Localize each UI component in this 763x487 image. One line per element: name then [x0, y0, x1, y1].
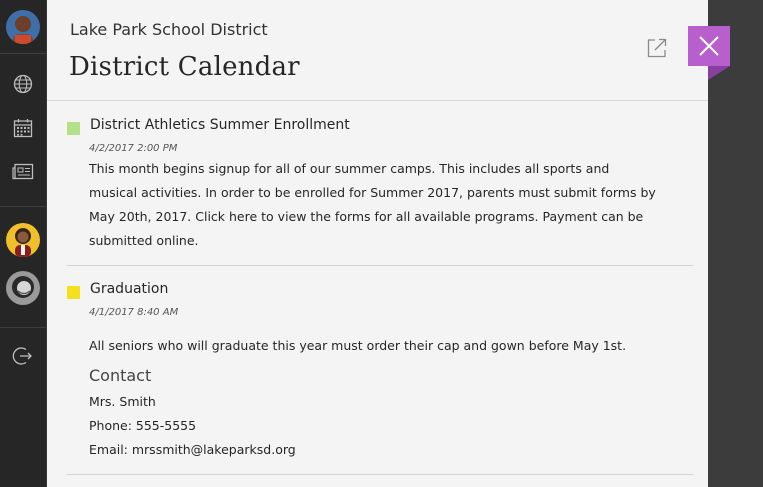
scrollbar[interactable]	[693, 102, 708, 487]
open-in-new-window-button[interactable]	[645, 36, 669, 60]
user-avatar[interactable]	[6, 10, 40, 44]
close-button-tab	[708, 66, 730, 80]
event-date: 4/2/2017 2:00 PM	[89, 143, 178, 154]
contact-details	[89, 390, 649, 462]
rail-divider	[0, 53, 46, 54]
rail-divider	[0, 327, 46, 328]
event-description-line: musical activities. In order to be enrolled for Summer 2017, parents must submit forms by	[89, 185, 656, 200]
external-link-icon	[645, 36, 669, 60]
contact-email[interactable]: Email: mrssmith@lakeparksd.org	[89, 442, 296, 457]
globe-icon	[13, 74, 33, 94]
globe-nav-button[interactable]	[0, 66, 46, 102]
event-color-swatch	[67, 122, 80, 135]
left-nav-rail	[0, 0, 46, 487]
news-icon	[12, 163, 34, 181]
user-avatar-image	[6, 10, 40, 44]
event-description-line: May 20th, 2017. Click here to view the forms for all available programs. Payment can be	[89, 209, 644, 224]
event-description	[89, 334, 649, 358]
close-icon	[698, 35, 720, 57]
calendar-nav-button[interactable]	[0, 110, 46, 146]
rail-divider	[0, 206, 46, 207]
student-avatar-image	[6, 271, 40, 305]
sign-out-button[interactable]	[0, 338, 46, 374]
calendar-icon	[13, 118, 33, 138]
event-divider	[67, 474, 708, 475]
event-description-line: All seniors who will graduate this year must order their cap and gown before May 1st.	[89, 338, 627, 353]
panel-header	[47, 0, 708, 101]
district-name: Lake Park School District	[70, 20, 268, 39]
student-avatar[interactable]	[6, 223, 40, 257]
event-title: Graduation	[90, 281, 169, 297]
contact-heading: Contact	[89, 366, 152, 385]
event-title: District Athletics Summer Enrollment	[90, 117, 350, 133]
student-avatar[interactable]	[6, 271, 40, 305]
contact-name: Mrs. Smith	[89, 394, 156, 409]
news-nav-button[interactable]	[0, 154, 46, 190]
contact-phone: Phone: 555-5555	[89, 418, 197, 433]
sign-out-icon	[12, 345, 34, 367]
page-title: District Calendar	[69, 52, 300, 82]
event-color-swatch	[67, 286, 80, 299]
event-description	[89, 157, 656, 253]
student-avatar-image	[6, 223, 40, 257]
event-divider	[67, 265, 708, 266]
close-button[interactable]	[688, 26, 730, 66]
event-date: 4/1/2017 8:40 AM	[89, 307, 179, 318]
calendar-panel	[47, 0, 708, 487]
event-description-line: submitted online.	[89, 233, 199, 248]
event-description-line: This month begins signup for all of our summer camps. This includes all sports and	[89, 161, 610, 176]
